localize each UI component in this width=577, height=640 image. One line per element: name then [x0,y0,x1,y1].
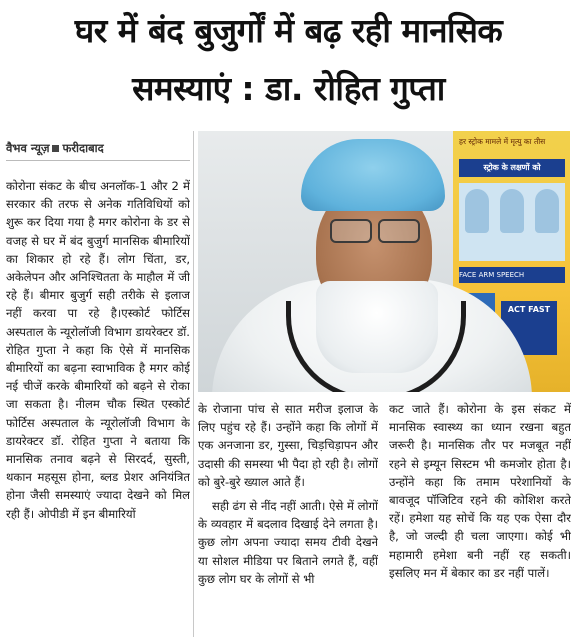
face-figure-icon [465,189,489,233]
article-column-1 [6,177,190,637]
arm-figure-icon [500,189,524,233]
article-column-2 [198,400,378,638]
doctor-photo [198,131,570,392]
poster-fast-letters: FACE ARM SPEECH [459,267,565,283]
headline-line-2: समस्याएं : डा. रोहित गुप्ता [132,69,445,108]
headline-line-1: घर में बंद बुजुर्गों में बढ़ रही मानसिक [74,11,503,50]
column-1-text: कोरोना संकट के बीच अनलॉक-1 और 2 में सरकार की तरफ से अनेक गतिविधियों को शुरू कर दिया गया है मगर कोरोना के डर से वजह से घर में बंद बुजुर्ग मानसिक बीमारियों का शिकार हो रहे हैं। लोग चिंता, डर, अकेलेपन और अनिश्चितता के माहौल में जी रहे हैं। बीमार बुजुर्ग सही तरीके से इलाज नहीं करवा पा रहे है।एस्कोर्ट फोर्टिस अस्पताल के न्यूरोलॉजी विभाग डायरेक्टर डॉ. रोहित गुप्ता ने कहा कि ऐसे में मानसिक बीमारियों का बढ़ना स्वाभाविक है मगर कोई नई चीजें करके बीमारियों को बढ़ने से रोका जा सकता है। नीलम चौक स्थित एस्कोर्ट फोर्टिस अस्पताल के न्यूरोलॉजी विभाग के डायरेक्टर डॉ. रोहित गुप्ता ने बताया कि मानसिक तनाव बढ़ने से सिरदर्द, सुस्ती, थकान महसूस होना, ब्लड प्रेशर अनियंत्रित होना जैसी समस्याएं ज्यादा देखने को मिल रही हैं। ओपीडी में इन बीमारियों [6,179,190,521]
column-2-paragraph-2: सही ढंग से नींद नहीं आती। ऐसे में लोगों के व्यवहार में बदलाव दिखाई देने लगता है। कुछ लोग अपना ज्यादा समय टीवी देखने या सोशल मीडिया पर बिताने लगते हैं, वहीं कुछ लोग घर के लोगों से भी [198,499,378,586]
right-lens [378,219,420,243]
poster-act-fast: ACT FAST [501,301,557,355]
column-2-paragraph-1: के रोजाना पांच से सात मरीज इलाज के लिए पहुंच रहे हैं। उन्होंने कहा कि लोगों में एक अनजाना डर, गुस्सा, चिड़चिड़ापन और उदासी की समस्या भी पैदा हो रही है। लोगों को बुरे-बुरे ख्याल आते हैं। [198,402,378,489]
square-bullet-icon [52,145,59,152]
eyeglasses [326,219,422,241]
article-headline [0,0,577,118]
article-column-3 [389,400,571,638]
byline-source: वैभव न्यूज़ [6,141,50,155]
column-divider [193,131,194,637]
byline-city: फरीदाबाद [62,141,104,155]
poster-top-text: हर स्ट्रोक मामले में मृत्यु का तीस [459,137,546,146]
poster-fast-illustration [459,183,565,261]
poster-banner: स्ट्रोक के लक्षणों को [459,159,565,177]
column-3-text: कट जाते हैं। कोरोना के इस संकट में मानसिक स्वास्थ्य का ध्यान रखना बहुत जरूरी है। मानसिक तौर पर मजबूत नहीं रहने से इम्यून सिस्टम भी कमजोर होता है। उन्होंने कहा कि तमाम परेशानियों के बावजूद पॉजिटिव रहने की कोशिश करते रहें। हमेशा यह सोचें कि यह एक ऐसा दौर है, जो जल्दी ही चला जाएगा। कोई भी महामारी हमेशा बनी नहीं रह सकती। इसलिए मन में बेकार का डर नहीं पालें। [389,402,571,580]
byline [6,141,190,161]
speech-figure-icon [535,189,559,233]
left-lens [330,219,372,243]
